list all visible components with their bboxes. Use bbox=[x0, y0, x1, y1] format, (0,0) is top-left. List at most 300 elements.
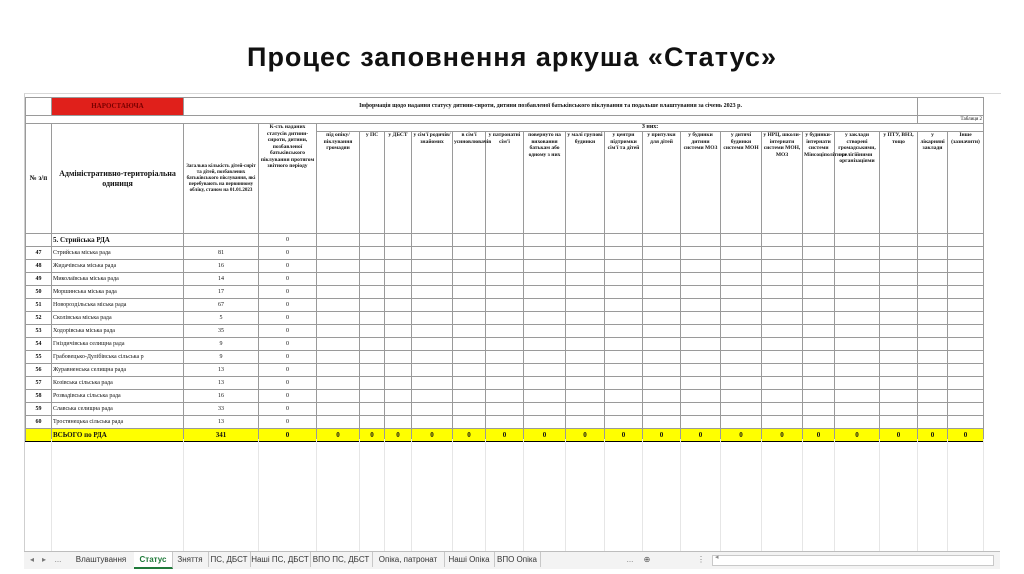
tab-5[interactable]: Наші ПС, ДБСТ bbox=[250, 552, 311, 567]
header-z-nykh[interactable]: З них: bbox=[317, 124, 984, 132]
row-sub-cell[interactable] bbox=[385, 377, 412, 390]
row-sub-cell[interactable] bbox=[524, 312, 566, 325]
row-sub-cell[interactable] bbox=[360, 312, 385, 325]
section-sub-cell[interactable] bbox=[835, 234, 880, 247]
section-sub-cell[interactable] bbox=[643, 234, 681, 247]
row-status-count[interactable]: 0 bbox=[259, 312, 317, 325]
row-sub-cell[interactable] bbox=[524, 273, 566, 286]
header-status-count[interactable]: К-сть наданих статусів дитини-сироти, дитини, позбавленої батьківського піклування протягом звітного періоду bbox=[259, 124, 317, 234]
section-sub-cell[interactable] bbox=[681, 234, 721, 247]
row-total-children[interactable]: 13 bbox=[184, 377, 259, 390]
row-sub-cell[interactable] bbox=[360, 260, 385, 273]
row-sub-cell[interactable] bbox=[360, 377, 385, 390]
row-sub-cell[interactable] bbox=[486, 286, 524, 299]
row-sub-cell[interactable] bbox=[524, 364, 566, 377]
row-sub-cell[interactable] bbox=[605, 299, 643, 312]
total-sub-15[interactable]: 0 bbox=[835, 429, 880, 442]
row-sub-cell[interactable] bbox=[524, 260, 566, 273]
row-sub-cell[interactable] bbox=[948, 312, 984, 325]
row-sub-cell[interactable] bbox=[721, 403, 762, 416]
row-sub-cell[interactable] bbox=[412, 338, 453, 351]
row-sub-cell[interactable] bbox=[566, 325, 605, 338]
tab-9[interactable]: ВПО Опіка bbox=[494, 552, 541, 567]
row-sub-cell[interactable] bbox=[605, 403, 643, 416]
row-sub-cell[interactable] bbox=[605, 247, 643, 260]
row-sub-cell[interactable] bbox=[835, 377, 880, 390]
row-sub-cell[interactable] bbox=[803, 286, 835, 299]
row-sub-cell[interactable] bbox=[880, 416, 918, 429]
row-sub-cell[interactable] bbox=[486, 247, 524, 260]
row-sub-cell[interactable] bbox=[317, 247, 360, 260]
subheader-4[interactable]: у сім'ї родичів/знайомих bbox=[412, 132, 453, 234]
row-sub-cell[interactable] bbox=[880, 247, 918, 260]
row-sub-cell[interactable] bbox=[803, 312, 835, 325]
row-total-children[interactable]: 16 bbox=[184, 260, 259, 273]
row-sub-cell[interactable] bbox=[721, 273, 762, 286]
tab-scroll-prev-icon[interactable]: ◂ bbox=[29, 555, 34, 564]
tab-ellipsis-right[interactable]: ... bbox=[626, 555, 634, 564]
row-sub-cell[interactable] bbox=[524, 338, 566, 351]
total-sub-4[interactable]: 0 bbox=[412, 429, 453, 442]
section-sub-cell[interactable] bbox=[486, 234, 524, 247]
row-sub-cell[interactable] bbox=[317, 338, 360, 351]
row-sub-cell[interactable] bbox=[412, 377, 453, 390]
row-sub-cell[interactable] bbox=[835, 299, 880, 312]
row-sub-cell[interactable] bbox=[385, 325, 412, 338]
row-sub-cell[interactable] bbox=[835, 260, 880, 273]
row-sub-cell[interactable] bbox=[566, 403, 605, 416]
spreadsheet-sheet[interactable] bbox=[24, 93, 1001, 552]
row-sub-cell[interactable] bbox=[681, 260, 721, 273]
row-sub-cell[interactable] bbox=[453, 286, 486, 299]
row-sub-cell[interactable] bbox=[317, 325, 360, 338]
row-sub-cell[interactable] bbox=[360, 299, 385, 312]
report-banner[interactable]: Інформація щодо надання статусу дитини-сироти, дитини позбавленої батьківського піклування та подальше влаштування за січень 2023 р. bbox=[184, 98, 918, 116]
row-status-count[interactable]: 0 bbox=[259, 260, 317, 273]
section-sub-cell[interactable] bbox=[412, 234, 453, 247]
tab-1[interactable]: Влаштування bbox=[68, 552, 135, 567]
row-unit-name[interactable]: Стрийська міська рада bbox=[52, 247, 184, 260]
row-sub-cell[interactable] bbox=[721, 416, 762, 429]
total-sub-11[interactable]: 0 bbox=[681, 429, 721, 442]
row-sub-cell[interactable] bbox=[948, 247, 984, 260]
row-status-count[interactable]: 0 bbox=[259, 364, 317, 377]
row-number[interactable]: 50 bbox=[26, 286, 52, 299]
row-sub-cell[interactable] bbox=[486, 260, 524, 273]
row-sub-cell[interactable] bbox=[762, 338, 803, 351]
row-sub-cell[interactable] bbox=[317, 403, 360, 416]
subheader-9[interactable]: у центри підтримки сім'ї та дітей bbox=[605, 132, 643, 234]
row-sub-cell[interactable] bbox=[721, 325, 762, 338]
row-total-children[interactable]: 35 bbox=[184, 325, 259, 338]
row-sub-cell[interactable] bbox=[605, 338, 643, 351]
row-sub-cell[interactable] bbox=[412, 416, 453, 429]
tab-ellipsis-left[interactable]: ... bbox=[54, 555, 62, 564]
row-total-children[interactable]: 81 bbox=[184, 247, 259, 260]
row-sub-cell[interactable] bbox=[566, 273, 605, 286]
row-sub-cell[interactable] bbox=[566, 416, 605, 429]
total-sub-3[interactable]: 0 bbox=[385, 429, 412, 442]
row-number[interactable]: 51 bbox=[26, 299, 52, 312]
section-sub-cell[interactable] bbox=[762, 234, 803, 247]
row-unit-name[interactable]: Козівська сільська рада bbox=[52, 377, 184, 390]
total-sub-12[interactable]: 0 bbox=[721, 429, 762, 442]
row-sub-cell[interactable] bbox=[524, 299, 566, 312]
row-sub-cell[interactable] bbox=[762, 390, 803, 403]
row-sub-cell[interactable] bbox=[317, 286, 360, 299]
row-number[interactable]: 48 bbox=[26, 260, 52, 273]
row-sub-cell[interactable] bbox=[918, 351, 948, 364]
row-total-children[interactable]: 9 bbox=[184, 338, 259, 351]
row-sub-cell[interactable] bbox=[486, 390, 524, 403]
row-sub-cell[interactable] bbox=[317, 390, 360, 403]
row-sub-cell[interactable] bbox=[566, 390, 605, 403]
row-sub-cell[interactable] bbox=[605, 286, 643, 299]
section-sub-cell[interactable] bbox=[918, 234, 948, 247]
tab-6[interactable]: ВПО ПС, ДБСТ bbox=[310, 552, 373, 567]
row-unit-name[interactable]: Гніздичівська селищна рада bbox=[52, 338, 184, 351]
row-unit-name[interactable]: Моршинська міська рада bbox=[52, 286, 184, 299]
row-sub-cell[interactable] bbox=[643, 364, 681, 377]
row-sub-cell[interactable] bbox=[918, 377, 948, 390]
section-name[interactable]: 5. Стрийська РДА bbox=[52, 234, 184, 247]
row-sub-cell[interactable] bbox=[835, 338, 880, 351]
row-sub-cell[interactable] bbox=[453, 312, 486, 325]
subheader-13[interactable]: у НРЦ, школи-інтернати системи МОН, МОЗ bbox=[762, 132, 803, 234]
row-sub-cell[interactable] bbox=[385, 338, 412, 351]
row-sub-cell[interactable] bbox=[721, 312, 762, 325]
row-sub-cell[interactable] bbox=[317, 312, 360, 325]
row-sub-cell[interactable] bbox=[643, 247, 681, 260]
horizontal-scrollbar[interactable] bbox=[712, 555, 994, 566]
row-sub-cell[interactable] bbox=[643, 273, 681, 286]
row-sub-cell[interactable] bbox=[605, 377, 643, 390]
row-sub-cell[interactable] bbox=[803, 390, 835, 403]
section-sub-cell[interactable] bbox=[605, 234, 643, 247]
row-sub-cell[interactable] bbox=[524, 390, 566, 403]
row-sub-cell[interactable] bbox=[880, 273, 918, 286]
row-total-children[interactable]: 13 bbox=[184, 416, 259, 429]
row-sub-cell[interactable] bbox=[803, 403, 835, 416]
row-sub-cell[interactable] bbox=[880, 325, 918, 338]
row-sub-cell[interactable] bbox=[762, 364, 803, 377]
row-sub-cell[interactable] bbox=[948, 325, 984, 338]
row-sub-cell[interactable] bbox=[880, 377, 918, 390]
row-sub-cell[interactable] bbox=[524, 351, 566, 364]
section-sub-cell[interactable] bbox=[880, 234, 918, 247]
row-sub-cell[interactable] bbox=[486, 299, 524, 312]
section-sub-cell[interactable] bbox=[803, 234, 835, 247]
row-sub-cell[interactable] bbox=[880, 364, 918, 377]
total-sub-14[interactable]: 0 bbox=[803, 429, 835, 442]
row-sub-cell[interactable] bbox=[486, 377, 524, 390]
row-sub-cell[interactable] bbox=[486, 325, 524, 338]
row-sub-cell[interactable] bbox=[835, 286, 880, 299]
row-sub-cell[interactable] bbox=[385, 286, 412, 299]
row-sub-cell[interactable] bbox=[385, 247, 412, 260]
row-sub-cell[interactable] bbox=[453, 273, 486, 286]
row-unit-name[interactable]: Новороздільська міська рада bbox=[52, 299, 184, 312]
row-sub-cell[interactable] bbox=[803, 247, 835, 260]
row-sub-cell[interactable] bbox=[453, 325, 486, 338]
row-sub-cell[interactable] bbox=[360, 286, 385, 299]
row-sub-cell[interactable] bbox=[918, 325, 948, 338]
row-number[interactable]: 60 bbox=[26, 416, 52, 429]
row-sub-cell[interactable] bbox=[803, 364, 835, 377]
row-sub-cell[interactable] bbox=[762, 273, 803, 286]
total-sub-8[interactable]: 0 bbox=[566, 429, 605, 442]
row-sub-cell[interactable] bbox=[803, 377, 835, 390]
section-sub-cell[interactable] bbox=[948, 234, 984, 247]
header-total-children[interactable]: Загальна кількість дітей-сиріт та дітей, позбавлених батьківського піклування, які перебувають на первинному обліку, станом на 01.01.2023 bbox=[184, 124, 259, 234]
row-sub-cell[interactable] bbox=[721, 364, 762, 377]
row-sub-cell[interactable] bbox=[681, 273, 721, 286]
row-sub-cell[interactable] bbox=[317, 260, 360, 273]
row-sub-cell[interactable] bbox=[948, 351, 984, 364]
row-sub-cell[interactable] bbox=[453, 299, 486, 312]
row-unit-name[interactable]: Розвадівська сільська рада bbox=[52, 390, 184, 403]
row-status-count[interactable]: 0 bbox=[259, 273, 317, 286]
row-sub-cell[interactable] bbox=[835, 416, 880, 429]
row-sub-cell[interactable] bbox=[317, 377, 360, 390]
row-sub-cell[interactable] bbox=[803, 325, 835, 338]
row-sub-cell[interactable] bbox=[880, 312, 918, 325]
total-sub-10[interactable]: 0 bbox=[643, 429, 681, 442]
row-sub-cell[interactable] bbox=[360, 247, 385, 260]
section-sub-cell[interactable] bbox=[317, 234, 360, 247]
row-sub-cell[interactable] bbox=[385, 273, 412, 286]
row-sub-cell[interactable] bbox=[566, 338, 605, 351]
row-sub-cell[interactable] bbox=[918, 273, 948, 286]
subheader-3[interactable]: у ДБСТ bbox=[385, 132, 412, 234]
row-sub-cell[interactable] bbox=[835, 325, 880, 338]
row-sub-cell[interactable] bbox=[918, 390, 948, 403]
header-num[interactable]: № з/п bbox=[26, 124, 52, 234]
row-sub-cell[interactable] bbox=[412, 325, 453, 338]
row-status-count[interactable]: 0 bbox=[259, 377, 317, 390]
row-sub-cell[interactable] bbox=[360, 338, 385, 351]
tab-7[interactable]: Опіка, патронат bbox=[372, 552, 445, 567]
section-sub-cell[interactable] bbox=[453, 234, 486, 247]
row-total-children[interactable]: 67 bbox=[184, 299, 259, 312]
row-sub-cell[interactable] bbox=[721, 247, 762, 260]
row-sub-cell[interactable] bbox=[880, 351, 918, 364]
row-sub-cell[interactable] bbox=[566, 312, 605, 325]
row-sub-cell[interactable] bbox=[643, 299, 681, 312]
total-sub-2[interactable]: 0 bbox=[360, 429, 385, 442]
row-sub-cell[interactable] bbox=[681, 312, 721, 325]
row-unit-name[interactable]: Жидачівська міська рада bbox=[52, 260, 184, 273]
header-unit[interactable]: Адміністративно-територіальна одиниця bbox=[52, 124, 184, 234]
row-unit-name[interactable]: Грабовецько-Дулібівська сільська р bbox=[52, 351, 184, 364]
row-sub-cell[interactable] bbox=[835, 403, 880, 416]
row-sub-cell[interactable] bbox=[524, 416, 566, 429]
row-sub-cell[interactable] bbox=[524, 286, 566, 299]
row-sub-cell[interactable] bbox=[880, 260, 918, 273]
row-number[interactable]: 59 bbox=[26, 403, 52, 416]
row-sub-cell[interactable] bbox=[566, 351, 605, 364]
row-sub-cell[interactable] bbox=[762, 286, 803, 299]
row-unit-name[interactable]: Сколівська міська рада bbox=[52, 312, 184, 325]
row-sub-cell[interactable] bbox=[948, 273, 984, 286]
row-sub-cell[interactable] bbox=[643, 312, 681, 325]
row-sub-cell[interactable] bbox=[605, 364, 643, 377]
row-status-count[interactable]: 0 bbox=[259, 325, 317, 338]
row-sub-cell[interactable] bbox=[721, 299, 762, 312]
row-status-count[interactable]: 0 bbox=[259, 247, 317, 260]
row-sub-cell[interactable] bbox=[412, 364, 453, 377]
row-sub-cell[interactable] bbox=[681, 247, 721, 260]
row-sub-cell[interactable] bbox=[524, 377, 566, 390]
row-status-count[interactable]: 0 bbox=[259, 403, 317, 416]
total-sub-5[interactable]: 0 bbox=[453, 429, 486, 442]
row-sub-cell[interactable] bbox=[605, 273, 643, 286]
row-sub-cell[interactable] bbox=[566, 286, 605, 299]
row-sub-cell[interactable] bbox=[317, 364, 360, 377]
total-sub-6[interactable]: 0 bbox=[486, 429, 524, 442]
more-options-icon[interactable]: ⋮ bbox=[697, 555, 705, 564]
section-sub-cell[interactable] bbox=[360, 234, 385, 247]
table-number-note[interactable]: Таблиця 2 bbox=[918, 116, 984, 124]
row-sub-cell[interactable] bbox=[721, 377, 762, 390]
row-sub-cell[interactable] bbox=[385, 403, 412, 416]
row-sub-cell[interactable] bbox=[643, 377, 681, 390]
empty-grid-area[interactable] bbox=[25, 439, 1001, 552]
row-sub-cell[interactable] bbox=[317, 299, 360, 312]
total-sub-1[interactable]: 0 bbox=[317, 429, 360, 442]
row-sub-cell[interactable] bbox=[762, 403, 803, 416]
row-sub-cell[interactable] bbox=[643, 260, 681, 273]
subheader-1[interactable]: під опіку/піклування громадян bbox=[317, 132, 360, 234]
row-sub-cell[interactable] bbox=[721, 286, 762, 299]
section-total[interactable] bbox=[184, 234, 259, 247]
total-sub-9[interactable]: 0 bbox=[605, 429, 643, 442]
row-sub-cell[interactable] bbox=[643, 351, 681, 364]
row-sub-cell[interactable] bbox=[681, 390, 721, 403]
row-sub-cell[interactable] bbox=[835, 364, 880, 377]
row-sub-cell[interactable] bbox=[948, 403, 984, 416]
row-sub-cell[interactable] bbox=[385, 260, 412, 273]
blank-row[interactable] bbox=[26, 116, 918, 124]
row-number[interactable]: 47 bbox=[26, 247, 52, 260]
section-status[interactable]: 0 bbox=[259, 234, 317, 247]
row-sub-cell[interactable] bbox=[918, 286, 948, 299]
row-sub-cell[interactable] bbox=[566, 299, 605, 312]
row-sub-cell[interactable] bbox=[524, 247, 566, 260]
row-sub-cell[interactable] bbox=[643, 325, 681, 338]
row-sub-cell[interactable] bbox=[453, 390, 486, 403]
row-sub-cell[interactable] bbox=[803, 299, 835, 312]
row-sub-cell[interactable] bbox=[486, 273, 524, 286]
subheader-11[interactable]: у будинки дитини системи МОЗ bbox=[681, 132, 721, 234]
row-sub-cell[interactable] bbox=[762, 377, 803, 390]
row-sub-cell[interactable] bbox=[835, 351, 880, 364]
row-sub-cell[interactable] bbox=[566, 260, 605, 273]
row-sub-cell[interactable] bbox=[948, 390, 984, 403]
row-sub-cell[interactable] bbox=[880, 390, 918, 403]
row-sub-cell[interactable] bbox=[681, 338, 721, 351]
row-sub-cell[interactable] bbox=[486, 416, 524, 429]
row-unit-name[interactable]: Тростянецька сільська рада bbox=[52, 416, 184, 429]
subheader-7[interactable]: повернуто на виховання батькам або одному з них bbox=[524, 132, 566, 234]
row-sub-cell[interactable] bbox=[918, 416, 948, 429]
row-number[interactable]: 54 bbox=[26, 338, 52, 351]
row-sub-cell[interactable] bbox=[453, 377, 486, 390]
row-sub-cell[interactable] bbox=[918, 260, 948, 273]
subheader-8[interactable]: у малі групові будинки bbox=[566, 132, 605, 234]
section-sub-cell[interactable] bbox=[524, 234, 566, 247]
row-sub-cell[interactable] bbox=[412, 403, 453, 416]
row-sub-cell[interactable] bbox=[681, 377, 721, 390]
row-sub-cell[interactable] bbox=[453, 403, 486, 416]
row-sub-cell[interactable] bbox=[681, 325, 721, 338]
row-number[interactable]: 53 bbox=[26, 325, 52, 338]
row-total-children[interactable]: 13 bbox=[184, 364, 259, 377]
row-sub-cell[interactable] bbox=[605, 312, 643, 325]
subheader-17[interactable]: у лікарняні заклади bbox=[918, 132, 948, 234]
row-sub-cell[interactable] bbox=[605, 260, 643, 273]
row-total-children[interactable]: 14 bbox=[184, 273, 259, 286]
row-sub-cell[interactable] bbox=[643, 390, 681, 403]
row-sub-cell[interactable] bbox=[360, 351, 385, 364]
section-sub-cell[interactable] bbox=[385, 234, 412, 247]
section-sub-cell[interactable] bbox=[566, 234, 605, 247]
section-num[interactable] bbox=[26, 234, 52, 247]
row-sub-cell[interactable] bbox=[486, 351, 524, 364]
section-sub-cell[interactable] bbox=[721, 234, 762, 247]
row-sub-cell[interactable] bbox=[605, 390, 643, 403]
row-sub-cell[interactable] bbox=[721, 390, 762, 403]
row-number[interactable]: 49 bbox=[26, 273, 52, 286]
total-sub-17[interactable]: 0 bbox=[918, 429, 948, 442]
row-sub-cell[interactable] bbox=[412, 247, 453, 260]
row-total-children[interactable]: 17 bbox=[184, 286, 259, 299]
row-sub-cell[interactable] bbox=[948, 416, 984, 429]
row-sub-cell[interactable] bbox=[681, 416, 721, 429]
subheader-12[interactable]: у дитячі будинки системи МОН bbox=[721, 132, 762, 234]
row-sub-cell[interactable] bbox=[605, 416, 643, 429]
row-sub-cell[interactable] bbox=[317, 351, 360, 364]
row-sub-cell[interactable] bbox=[918, 403, 948, 416]
row-sub-cell[interactable] bbox=[360, 403, 385, 416]
add-sheet-icon[interactable]: ⊕ bbox=[643, 555, 651, 564]
row-status-count[interactable]: 0 bbox=[259, 390, 317, 403]
subheader-15[interactable]: у заклади створені громадськими, релігійними організаціями bbox=[835, 132, 880, 234]
row-sub-cell[interactable] bbox=[360, 390, 385, 403]
row-sub-cell[interactable] bbox=[360, 325, 385, 338]
row-sub-cell[interactable] bbox=[385, 364, 412, 377]
row-sub-cell[interactable] bbox=[605, 351, 643, 364]
total-sub-18[interactable]: 0 bbox=[948, 429, 984, 442]
row-sub-cell[interactable] bbox=[835, 312, 880, 325]
row-sub-cell[interactable] bbox=[385, 351, 412, 364]
row-sub-cell[interactable] bbox=[360, 364, 385, 377]
row-total-children[interactable]: 16 bbox=[184, 390, 259, 403]
row-status-count[interactable]: 0 bbox=[259, 299, 317, 312]
row-sub-cell[interactable] bbox=[803, 260, 835, 273]
row-sub-cell[interactable] bbox=[948, 286, 984, 299]
row-sub-cell[interactable] bbox=[948, 377, 984, 390]
row-sub-cell[interactable] bbox=[524, 325, 566, 338]
row-sub-cell[interactable] bbox=[835, 390, 880, 403]
scroll-left-icon[interactable]: ◂ bbox=[715, 554, 719, 561]
row-sub-cell[interactable] bbox=[385, 390, 412, 403]
row-sub-cell[interactable] bbox=[486, 338, 524, 351]
row-sub-cell[interactable] bbox=[948, 260, 984, 273]
total-status[interactable]: 0 bbox=[259, 429, 317, 442]
tab-scroll-next-icon[interactable]: ▸ bbox=[41, 555, 46, 564]
row-sub-cell[interactable] bbox=[835, 273, 880, 286]
